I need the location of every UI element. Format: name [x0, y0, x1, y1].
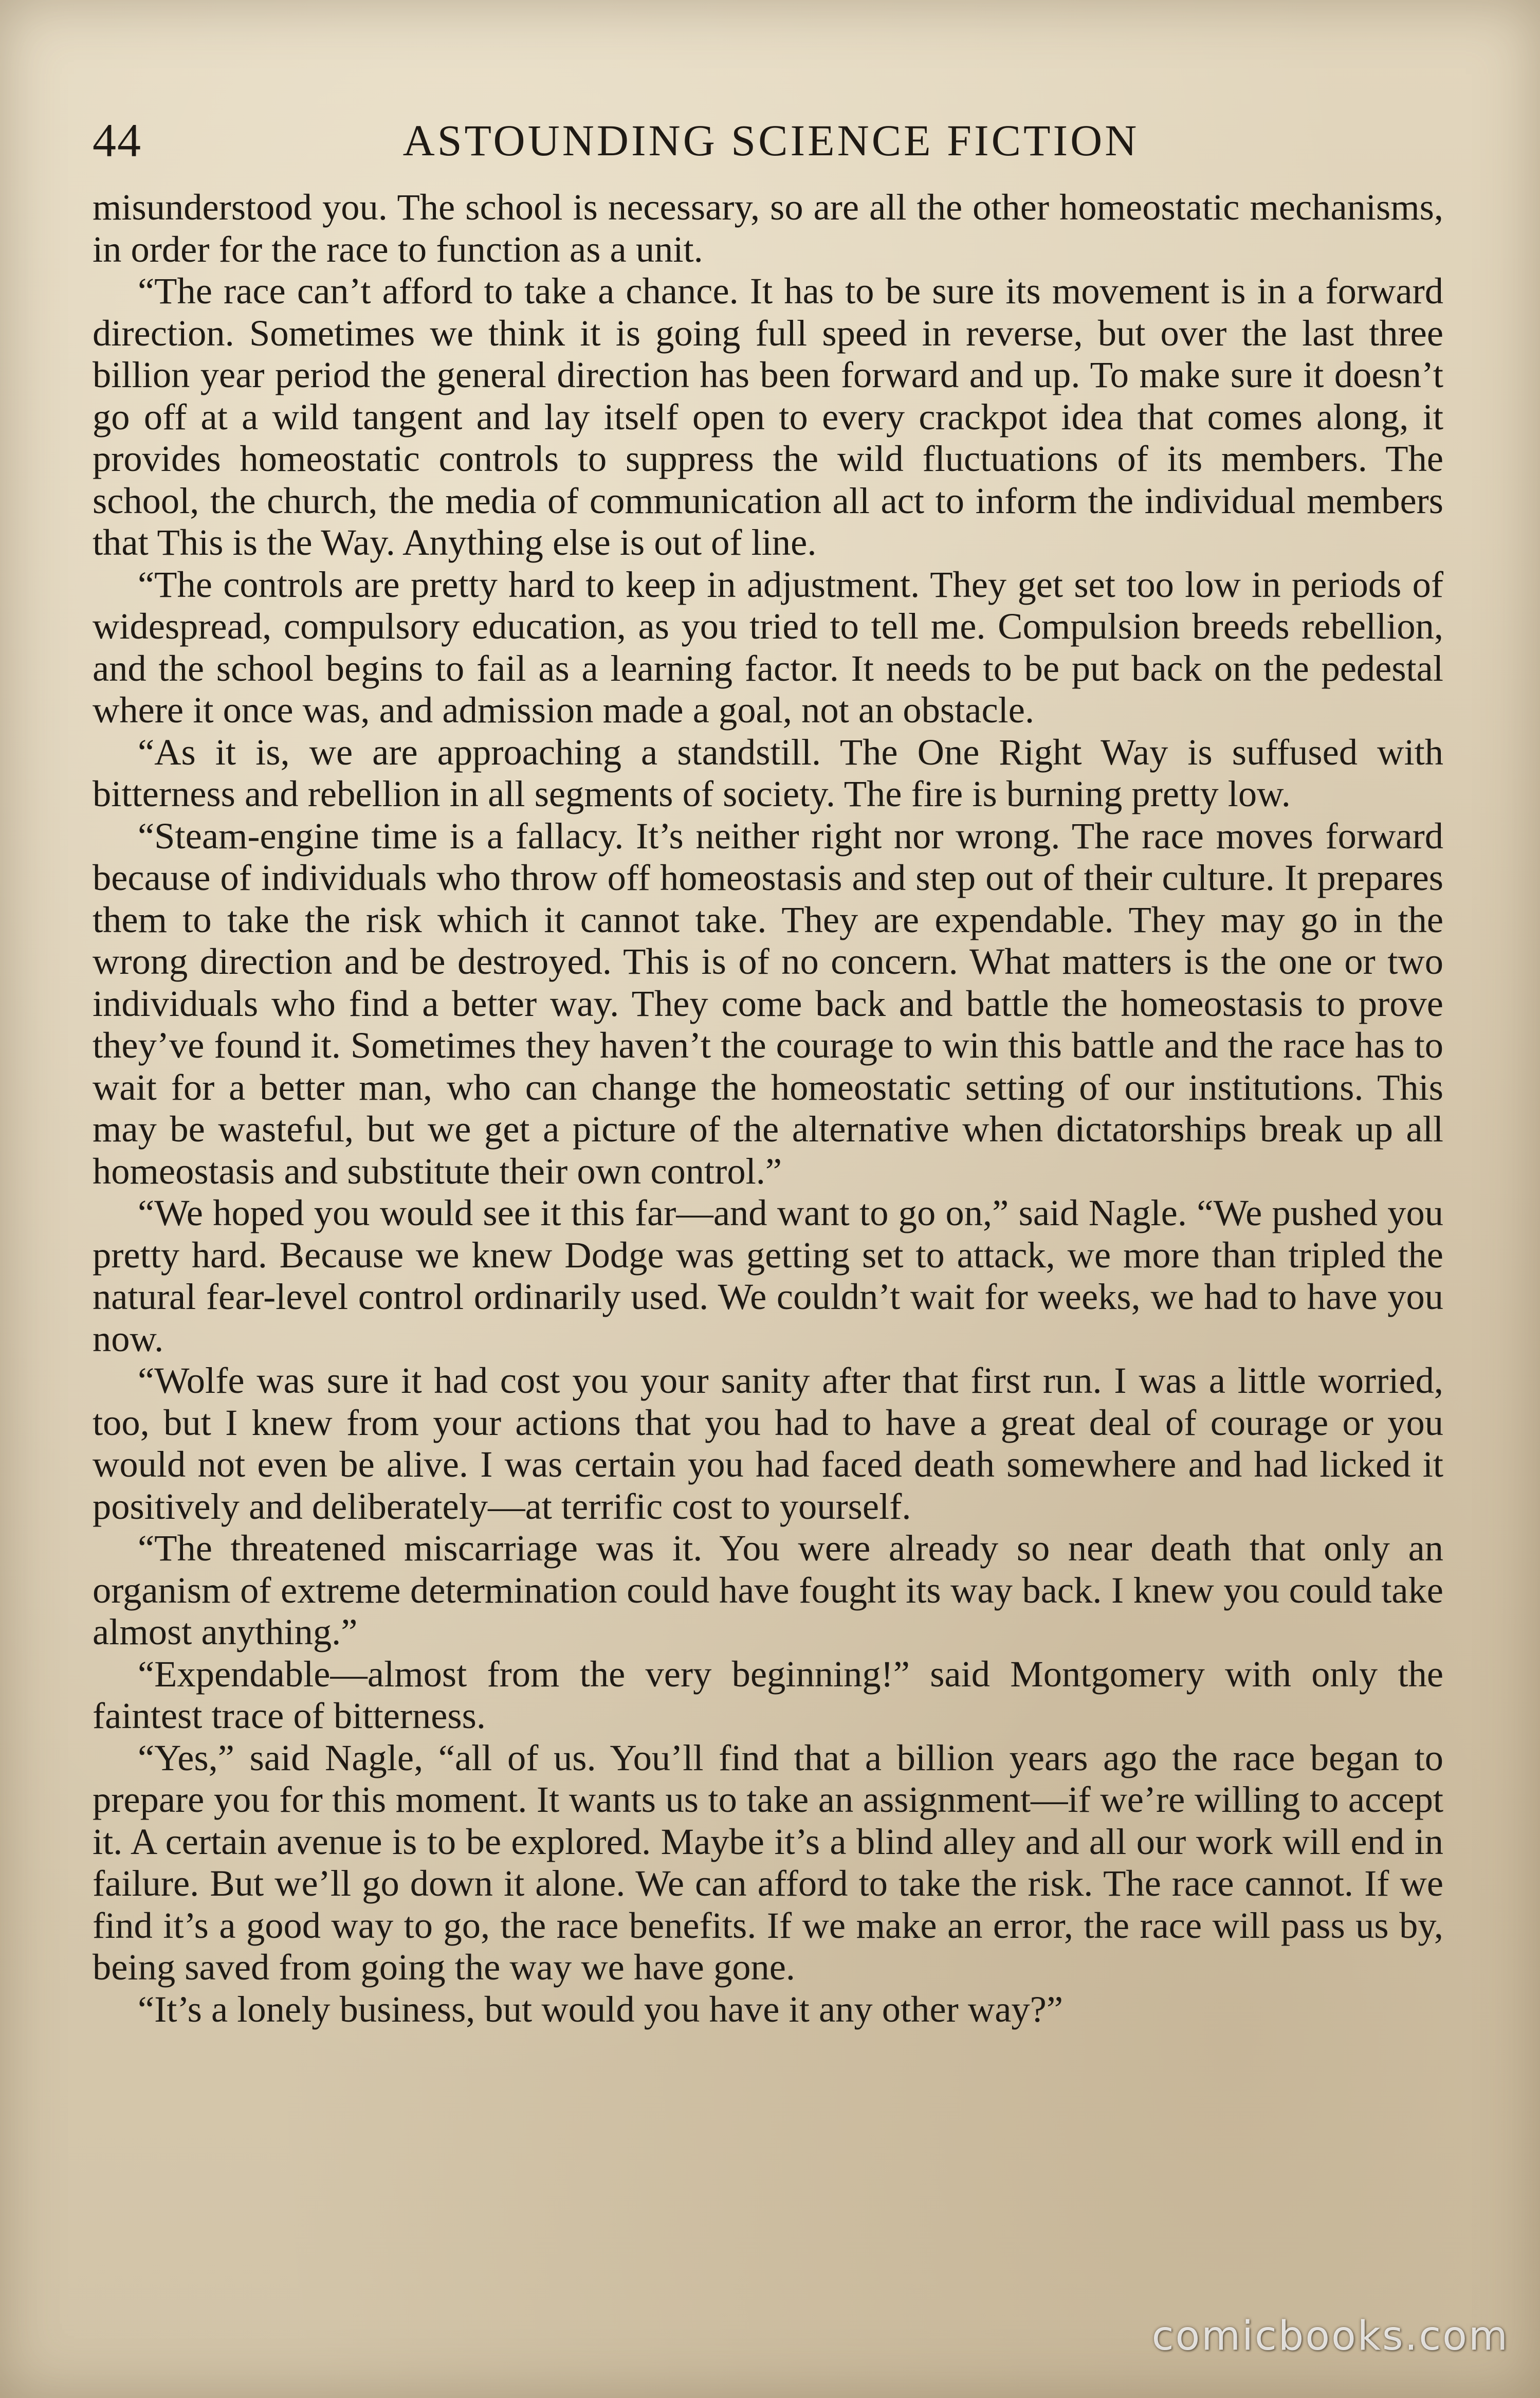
- paragraph: “Wolfe was sure it had cost you your sanity after that first run. I was a little worried, too, but I knew from your actions that you had to have a great deal of courage or you would not even be alive. I was certain you had faced death somewhere and had licked it positively and deliberately—at terrific cost to yourself.: [93, 1359, 1443, 1527]
- page-number: 44: [93, 114, 142, 167]
- body-text: [93, 186, 1443, 2030]
- paragraph: “Yes,” said Nagle, “all of us. You’ll find that a billion years ago the race began to prepare you for this moment. It wants us to take an assignment—if we’re willing to accept it. A certain avenue is to be explored. Maybe it’s a blind alley and all our work will end in failure. But we’ll go down it alone. We can afford to take the risk. The race cannot. If we find it’s a good way to go, the race benefits. If we make an error, the race will pass us by, being saved from going the way we have gone.: [93, 1736, 1443, 1988]
- paragraph: misunderstood you. The school is necessary, so are all the other homeostatic mechanisms, in order for the race to function as a unit.: [93, 186, 1443, 270]
- paragraph: “The race can’t afford to take a chance. It has to be sure its movement is in a forward direction. Sometimes we think it is going full speed in reverse, but over the last three billion year period the general direction has been forward and up. To make sure it doesn’t go off at a wild tangent and lay itself open to every crackpot idea that comes along, it provides homeostatic controls to suppress the wild fluctuations of its members. The school, the church, the media of communication all act to inform the individual members that This is the Way. Anything else is out of line.: [93, 270, 1443, 563]
- paragraph: “The controls are pretty hard to keep in adjustment. They get set too low in periods of widespread, compulsory education, as you tried to tell me. Compulsion breeds rebellion, and the school begins to fail as a learning factor. It needs to be put back on the pedestal where it once was, and admission made a goal, not an obstacle.: [93, 563, 1443, 731]
- paragraph: “The threatened miscarriage was it. You were already so near death that only an organism of extreme determination could have fought its way back. I knew you could take almost anything.”: [93, 1527, 1443, 1652]
- paragraph: “Steam-engine time is a fallacy. It’s neither right nor wrong. The race moves forward because of individuals who throw off homeostasis and step out of their culture. It prepares them to take the risk which it cannot take. They are expendable. They may go in the wrong direction and be destroyed. This is of no concern. What matters is the one or two individuals who find a better way. They come back and battle the homeostasis to prove they’ve found it. Sometimes they haven’t the courage to win this battle and the race has to wait for a better man, who can change the homeostatic setting of our institutions. This may be wasteful, but we get a picture of the alternative when dictatorships break up all homeostasis and substitute their own control.”: [93, 814, 1443, 1192]
- paragraph: “It’s a lonely business, but would you have it any other way?”: [138, 1988, 1064, 2030]
- paragraph: “We hoped you would see it this far—and want to go on,” said Nagle. “We pushed you pretty hard. Because we knew Dodge was getting set to attack, we more than tripled the natural fear-level control ordinarily used. We couldn’t wait for weeks, we had to have you now.: [93, 1192, 1443, 1359]
- watermark-logo: comicbooks.com: [1151, 2313, 1509, 2359]
- running-header: [93, 107, 1450, 174]
- paragraph: “As it is, we are approaching a standstill. The One Right Way is suffused with bitterness and rebellion in all segments of society. The fire is burning pretty low.: [93, 731, 1443, 814]
- journal-title: ASTOUNDING SCIENCE FICTION: [402, 116, 1140, 165]
- paragraph: “Expendable—almost from the very beginning!” said Montgomery with only the faintest trace of bitterness.: [93, 1652, 1443, 1736]
